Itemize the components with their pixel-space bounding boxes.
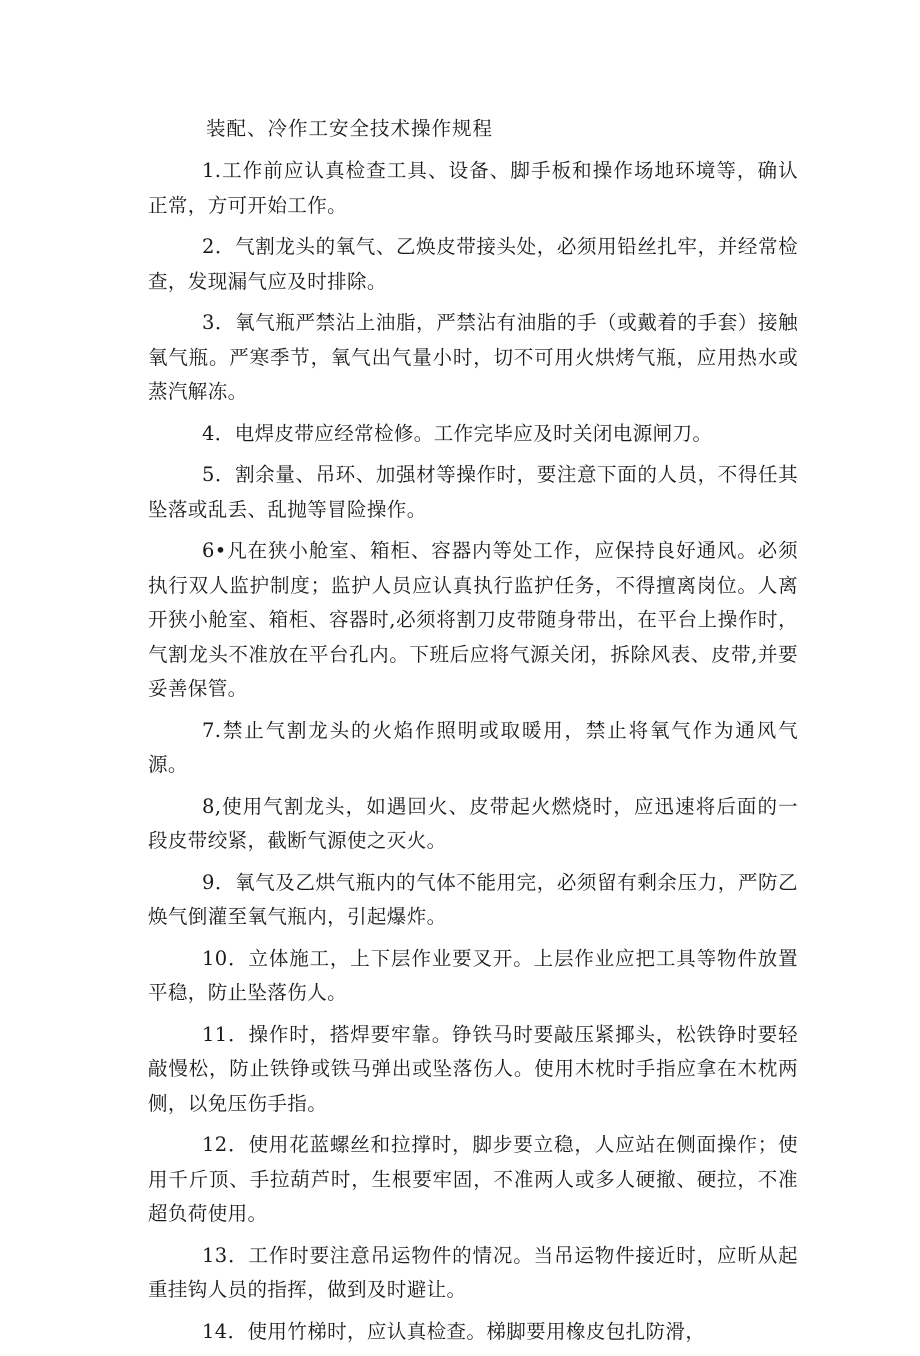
rule-paragraph-4: 4．电焊皮带应经常检修。工作完毕应及时关闭电源闸刀。 [202, 421, 713, 445]
rule-paragraph-2: 2．气割龙头的氧气、乙焕皮带接头处，必须用铅丝扎牢，并经常检查，发现漏气应及时排除。 [148, 235, 798, 293]
document-title: 装配、冷作工安全技术操作规程 [206, 117, 494, 140]
rule-paragraph-13: 13．工作时要注意吊运物件的情况。当吊运物件接近时，应昕从起重挂钩人员的指挥，做到及时避让。 [148, 1243, 798, 1301]
rule-paragraph-14: 14．使用竹梯时，应认真检查。梯脚要用橡皮包扎防滑， [202, 1319, 706, 1343]
rule-paragraph-7: 7.禁止气割龙头的火焰作照明或取暖用，禁止将氧气作为通风气源。 [148, 718, 798, 776]
rule-paragraph-12: 12．使用花蓝螺丝和拉撑时，脚步要立稳，人应站在侧面操作；使用千斤顶、手拉葫芦时，生根要牢固，不准两人或多人硬撤、硬拉，不准超负荷使用。 [148, 1133, 798, 1225]
rule-paragraph-6: 6•凡在狭小舱室、箱柜、容器内等处工作，应保持良好通风。必须执行双人监护制度；监护人员应认真执行监护任务，不得擅离岗位。人离开狭小舱室、箱柜、容器时,必须将割刀皮带随身带出，在平台上操作时，气割龙头不准放在平台孔内。下班后应将气源关闭，拆除风表、皮带,并要妥善保管。 [148, 539, 798, 700]
rule-paragraph-9: 9．氧气及乙烘气瓶内的气体不能用完，必须留有剩余压力，严防乙焕气倒灌至氧气瓶内，引起爆炸。 [148, 870, 798, 928]
rule-paragraph-11: 11．操作时，搭焊要牢靠。铮铁马时要敲压紧揶头，松铁铮时要轻敲慢松，防止铁铮或铁马弹出或坠落伤人。使用木枕时手指应拿在木枕两侧，以免压伤手指。 [148, 1022, 798, 1115]
document-page [148, 112, 798, 1356]
rule-paragraph-1: 1.工作前应认真检查工具、设备、脚手板和操作场地环境等，确认正常，方可开始工作。 [148, 159, 798, 217]
rule-paragraph-3: 3．氧气瓶严禁沾上油脂，严禁沾有油脂的手（或戴着的手套）接触氧气瓶。严寒季节，氧气出气量小时，切不可用火烘烤气瓶，应用热水或蒸汽解冻。 [148, 311, 798, 403]
rule-paragraph-10: 10．立体施工，上下层作业要叉开。上层作业应把工具等物件放置平稳，防止坠落伤人。 [148, 946, 798, 1004]
rule-paragraph-8: 8,使用气割龙头，如遇回火、皮带起火燃烧时，应迅速将后面的一段皮带绞紧，截断气源使之灭火。 [148, 794, 798, 852]
rule-paragraph-5: 5．割余量、吊环、加强材等操作时，要注意下面的人员，不得任其坠落或乱丢、乱抛等冒险操作。 [148, 463, 798, 521]
